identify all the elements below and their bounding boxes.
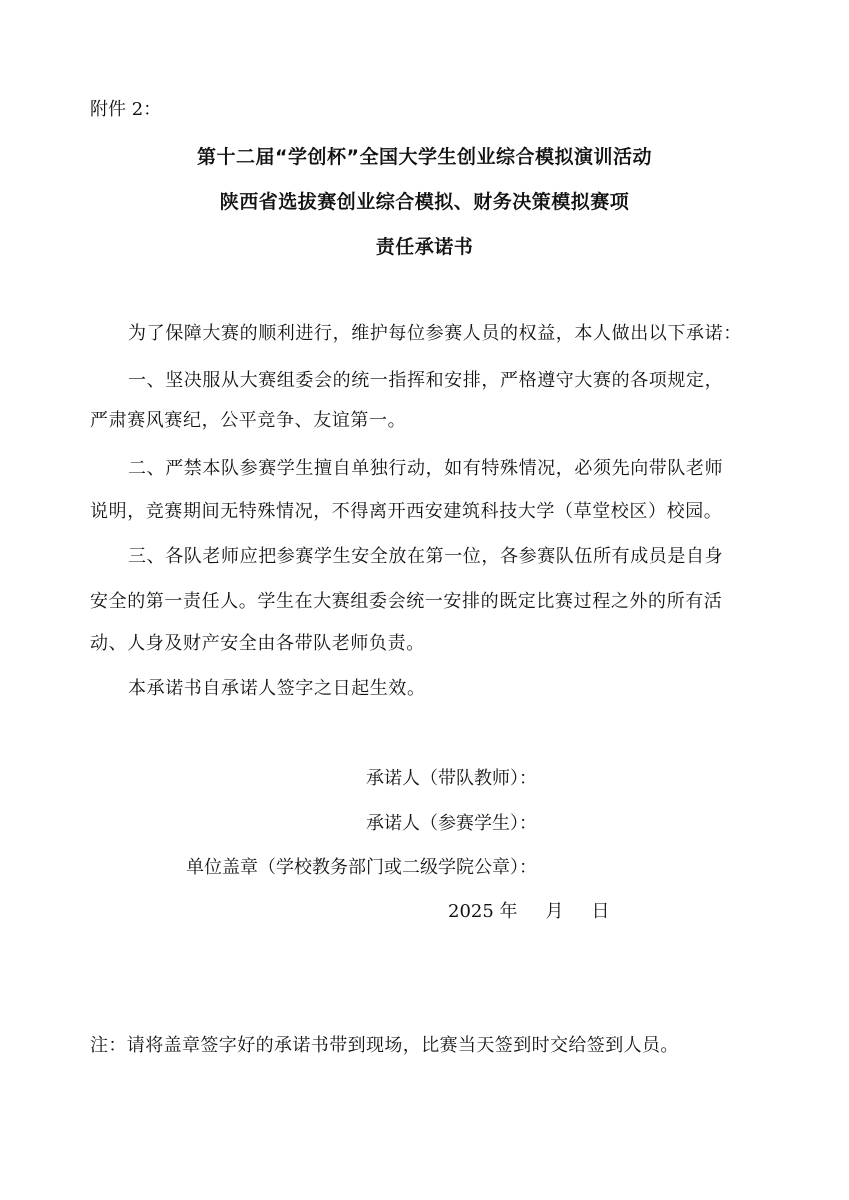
item-3-line-3: 动、人身及财产安全由各带队老师负责。 bbox=[90, 633, 425, 654]
item-3-line-2: 安全的第一责任人。学生在大赛组委会统一安排的既定比赛过程之外的所有活 bbox=[90, 591, 723, 612]
item-2-line-2: 说明，竞赛期间无特殊情况，不得离开西安建筑科技大学（草堂校区）校园。 bbox=[90, 501, 723, 522]
signature-seal: 单位盖章（学校教务部门或二级学院公章）： bbox=[186, 857, 537, 878]
signature-student: 承诺人（参赛学生）： bbox=[366, 813, 537, 834]
date-day: 日 bbox=[591, 901, 610, 922]
item-1-line-1: 一、坚决服从大赛组委会的统一指挥和安排，严格遵守大赛的各项规定， bbox=[128, 370, 724, 391]
title-line-3: 责任承诺书 bbox=[375, 236, 474, 258]
title-line-1: 第十二届“学创杯”全国大学生创业综合模拟演训活动 bbox=[197, 146, 652, 168]
signature-teacher: 承诺人（带队教师）： bbox=[366, 768, 537, 789]
item-3-line-1: 三、各队老师应把参赛学生安全放在第一位，各参赛队伍所有成员是自身 bbox=[128, 546, 724, 567]
date-year: 2025 年 bbox=[448, 901, 518, 922]
item-2-line-1: 二、严禁本队参赛学生擅自单独行动，如有特殊情况，必须先向带队老师 bbox=[128, 458, 724, 479]
date-month: 月 bbox=[545, 901, 564, 922]
attachment-label: 附件 2： bbox=[90, 99, 162, 120]
footnote: 注：请将盖章签字好的承诺书带到现场，比赛当天签到时交给签到人员。 bbox=[90, 1035, 679, 1056]
date-line bbox=[448, 900, 610, 924]
item-1-line-2: 严肃赛风赛纪，公平竞争、友谊第一。 bbox=[90, 410, 407, 431]
effective-statement: 本承诺书自承诺人签字之日起生效。 bbox=[128, 678, 426, 699]
title-line-2: 陕西省选拔赛创业综合模拟、财务决策模拟赛项 bbox=[219, 191, 630, 213]
intro-paragraph: 为了保障大赛的顺利进行，维护每位参赛人员的权益，本人做出以下承诺： bbox=[128, 323, 742, 344]
